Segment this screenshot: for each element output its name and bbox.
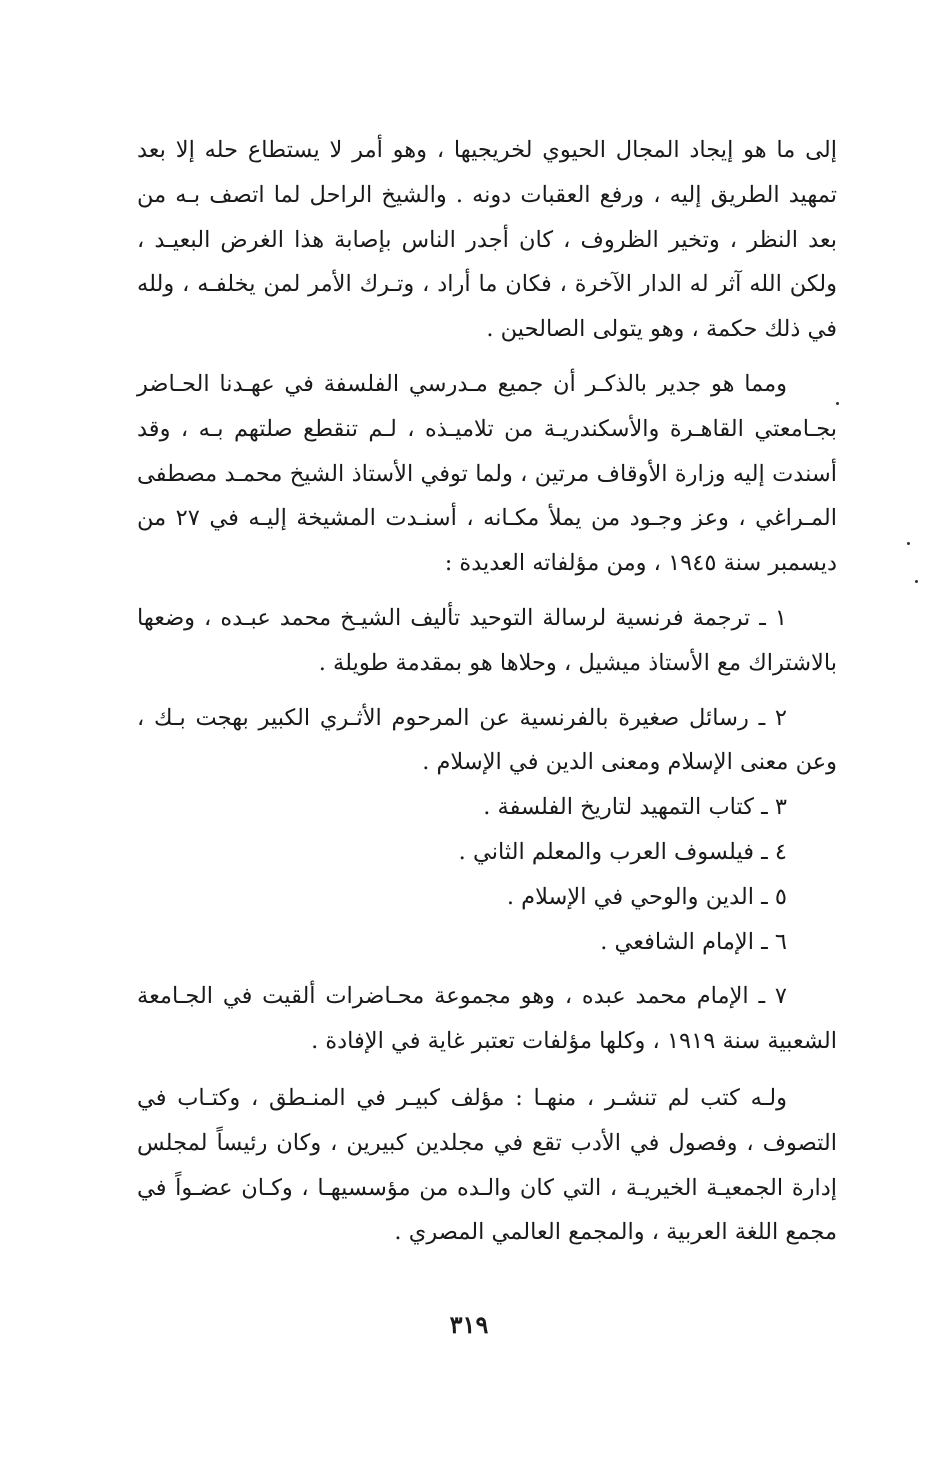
page-number: ٣١٩ bbox=[449, 1310, 489, 1339]
paragraph-1: إلى ما هو إيجاد المجال الحيوي لخريجيها ، وهو أمر لا يستطاع حله إلا بعد تمهيد الطريق إليه ، ورفع العقبات دونه . والشيخ الراحل لما اتصف بـه من بعد النظر ، وتخير الظروف ، كان أجدر الناس بإصابة هذا الغرض البعيـد ، ولكن الله آثر له الدار الآخرة ، فكان ما أراد ، وتـرك الأمر لمن يخلفـه ، ولله في ذلك حكمة ، وهو يتولى الصالحين . bbox=[137, 137, 837, 343]
margin-speck bbox=[907, 542, 910, 545]
list-item-4: ٤ ـ فيلسوف العرب والمعلم الثاني . bbox=[458, 838, 787, 865]
list-item-3: ٣ ـ كتاب التمهيد لتاريخ الفلسفة . bbox=[483, 794, 787, 821]
margin-speck bbox=[836, 402, 839, 405]
list-item-1: ١ ـ ترجمة فرنسية لرسالة التوحيد تأليف الشيـخ محمد عبـده ، وضعها بالاشتراك مع الأستاذ ميشيل ، وحلاها هو بمقدمة طويلة . bbox=[137, 604, 837, 676]
paragraph-2: ومما هو جدير بالذكـر أن جميع مـدرسي الفلسفة في عهـدنا الحـاضر بجـامعتي القاهـرة والأسكندريـة من تلاميـذه ، لـم تنقطع صلتهم بـه ، وقد أسندت إليه وزارة الأوقاف مرتين ، ولما توفي الأستاذ الشيخ محمـد مصطفى المـراغي ، وعز وجـود من يملأ مكـانه ، أسنـدت المشيخة إليـه في ٢٧ من ديسمبر سنة ١٩٤٥ ، ومن مؤلفاته العديدة : bbox=[137, 370, 837, 577]
page-body bbox=[137, 128, 837, 1255]
works-list bbox=[137, 596, 837, 1064]
margin-speck bbox=[915, 580, 918, 583]
list-item-5: ٥ ـ الدين والوحي في الإسلام . bbox=[506, 883, 787, 910]
list-item-2: ٢ ـ رسائل صغيرة بالفرنسية عن المرحوم الأثـري الكبير بهجت بـك ، وعن معنى الإسلام ومعنى الدين في الإسلام . bbox=[137, 704, 837, 776]
list-item-6: ٦ ـ الإمام الشافعي . bbox=[600, 928, 787, 955]
paragraph-3: ولـه كتب لم تنشـر ، منهـا : مؤلف كبيـر في المنـطق ، وكتـاب في التصوف ، وفصول في الأدب تقع في مجلدين كبيرين ، وكان رئيساً لمجلس إدارة الجمعيـة الخيريـة ، التي كان والـده من مؤسسيهـا ، وكـان عضـواً في مجمع اللغة العربية ، والمجمع العالمي المصري . bbox=[137, 1084, 837, 1246]
list-item-7: ٧ ـ الإمام محمد عبده ، وهو مجموعة محـاضرات ألقيت في الجـامعة الشعبية سنة ١٩١٩ ، وكلها مؤلفات تعتبر غاية في الإفادة . bbox=[137, 983, 837, 1055]
